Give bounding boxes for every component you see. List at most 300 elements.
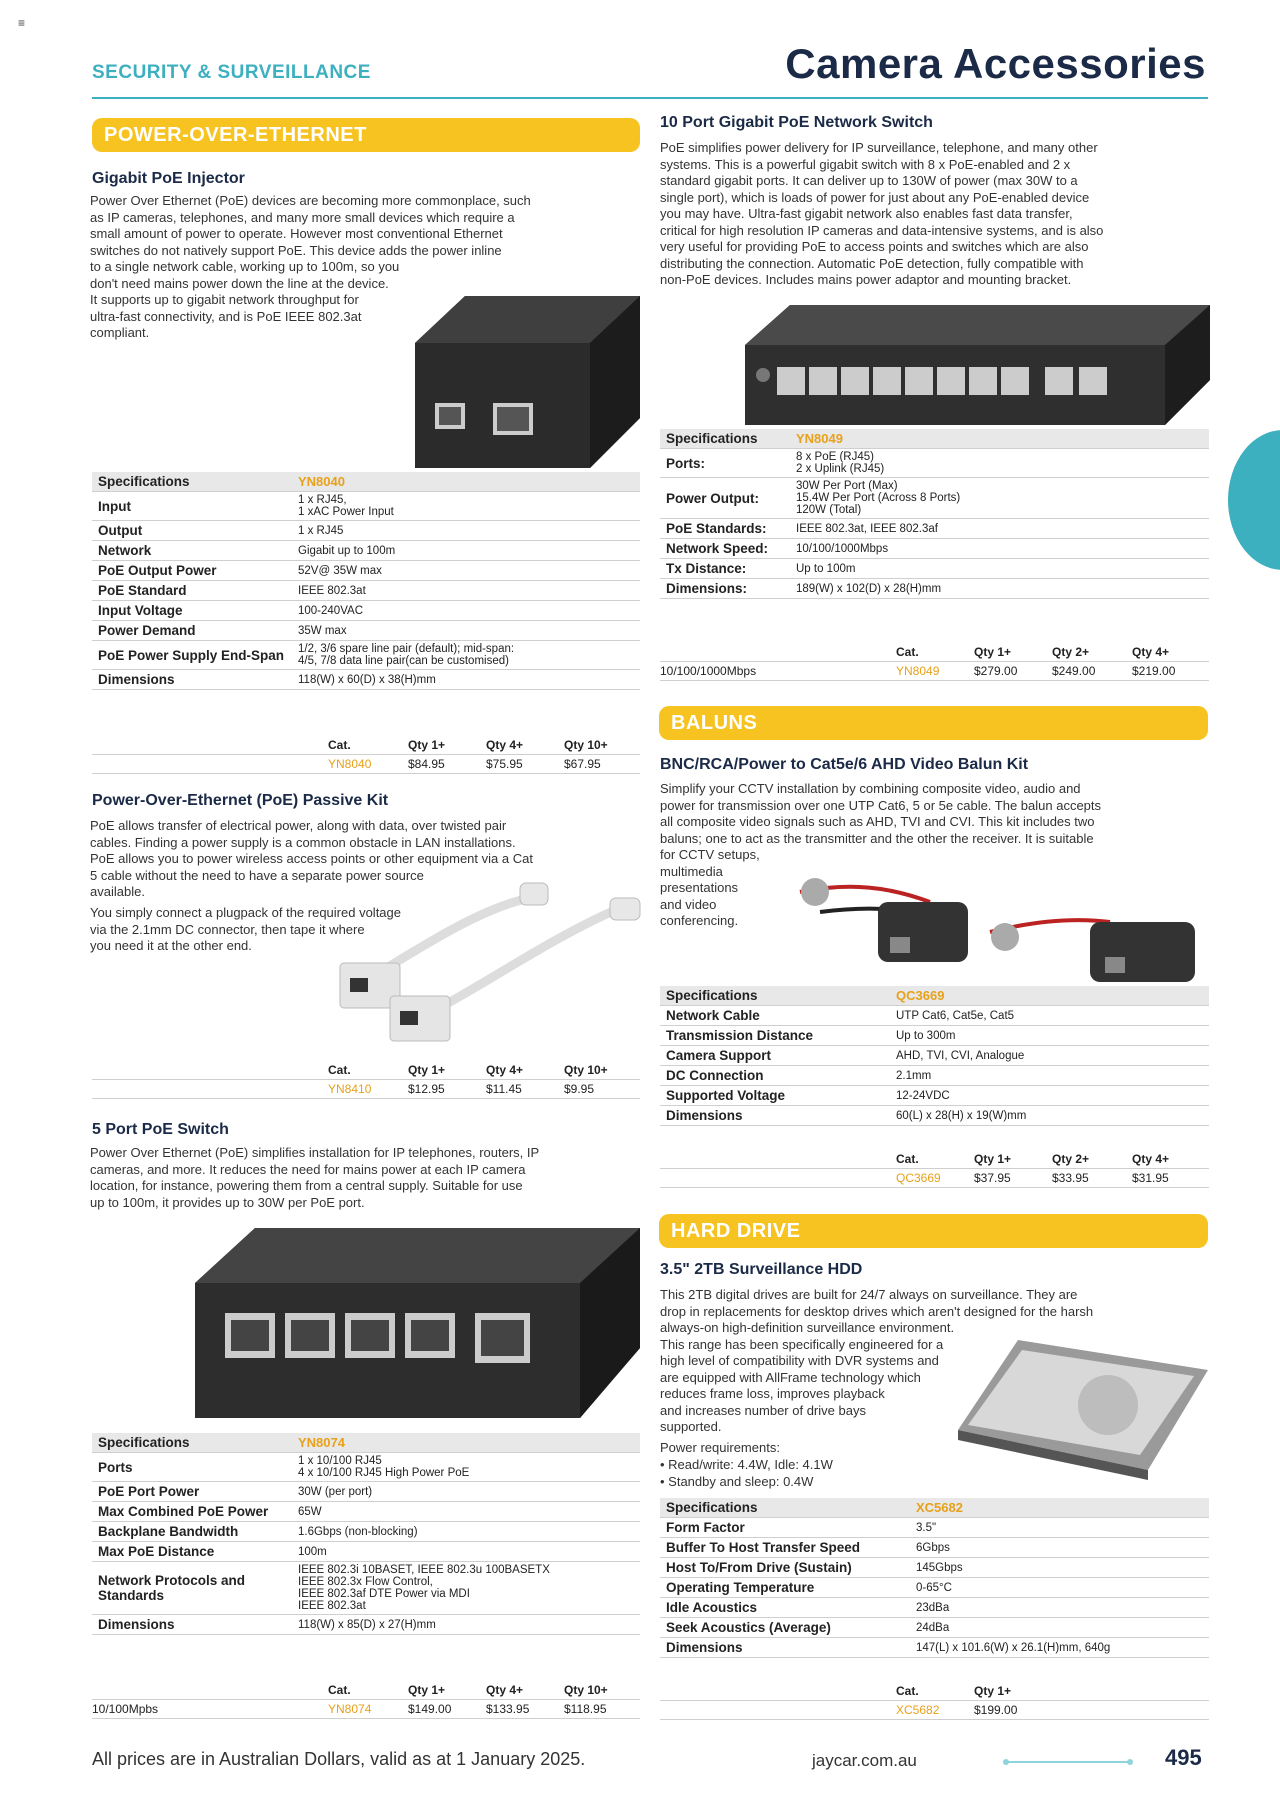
switch5-title: 5 Port PoE Switch (92, 1121, 229, 1138)
price-header-cell: Cat. (328, 1063, 351, 1077)
price-row (92, 1080, 640, 1099)
spec-value-line: Up to 300m (896, 1029, 956, 1042)
spec-value (292, 492, 640, 521)
spec-value (292, 670, 640, 690)
price-header-cell: Qty 2+ (1052, 645, 1090, 659)
spec-row (660, 1026, 1209, 1046)
section-label: SECURITY & SURVEILLANCE (92, 62, 371, 83)
spec-value-line: 100m (298, 1545, 327, 1558)
spec-value-line: IEEE 802.3af DTE Power via MDI (298, 1588, 470, 1600)
spec-value-line: 4 x 10/100 RJ45 High Power PoE (298, 1467, 470, 1479)
hdd-spec-table (660, 1498, 1209, 1658)
text-line: you may have. Ultra-fast gigabit network also enables fast data transfer, (660, 206, 1073, 221)
price-header-cell: Qty 10+ (564, 1063, 608, 1077)
spec-value-line: IEEE 802.3at (298, 584, 366, 597)
spec-value (910, 1538, 1209, 1558)
spec-value-line: 1 x RJ45, (298, 494, 347, 506)
switch5-description (90, 1145, 539, 1211)
price-header-cell: Qty 10+ (564, 1683, 608, 1697)
spec-row (660, 449, 1209, 478)
spec-key: Power Output: (666, 490, 759, 506)
price-row (660, 1169, 1209, 1188)
spec-row (660, 1086, 1209, 1106)
spec-value-line: 2.1mm (896, 1069, 932, 1082)
spec-value-line: 30W (per port) (298, 1485, 373, 1498)
spec-row (660, 1006, 1209, 1026)
spec-row (92, 1453, 640, 1482)
text-line: Simplify your CCTV installation by combining composite video, audio and (660, 781, 1081, 796)
spec-key: Network Protocols and Standards (98, 1573, 246, 1603)
spec-value (790, 559, 1209, 579)
price-header-cell: Qty 4+ (486, 738, 524, 752)
price-header-row (660, 1682, 1209, 1701)
spec-value (292, 621, 640, 641)
spec-key: Supported Voltage (666, 1088, 786, 1103)
spec-value-line: UTP Cat6, Cat5e, Cat5 (896, 1009, 1015, 1022)
price-value: $133.95 (486, 1702, 530, 1716)
text-line: are equipped with AllFrame technology which (660, 1369, 921, 1385)
switch5-spec-table (92, 1433, 640, 1635)
baluns-band: BALUNS (659, 706, 1208, 740)
spec-value-line: IEEE 802.3at (298, 1600, 366, 1612)
prices-note: All prices are in Australian Dollars, valid as at 1 January 2025. (92, 1749, 586, 1769)
spec-value (292, 581, 640, 601)
spec-value-line: AHD, TVI, CVI, Analogue (896, 1049, 1025, 1062)
text-line: and video (660, 896, 717, 912)
text-line: standard gigabit ports. It can deliver up to 130W of power (max 30W to a (660, 173, 1078, 188)
text-line: via the 2.1mm DC connector, then tape it where (90, 921, 365, 937)
spec-value (292, 1542, 640, 1562)
price-row (92, 1700, 640, 1719)
title-divider (92, 97, 1208, 99)
spec-row (92, 1482, 640, 1502)
spec-header-row (92, 1433, 640, 1453)
text-line: and increases number of drive bays (660, 1402, 866, 1418)
hdd-title: 3.5" 2TB Surveillance HDD (660, 1261, 863, 1278)
text-line: This range has been specifically engineered for a (660, 1336, 944, 1352)
spec-row (660, 519, 1209, 539)
page-number: 495 (1165, 1745, 1202, 1770)
price-header-row (660, 643, 1209, 662)
spec-value (292, 561, 640, 581)
spec-key: Max PoE Distance (98, 1544, 215, 1559)
spec-value-line: 1 x 10/100 RJ45 (298, 1455, 382, 1467)
price-header-cell: Cat. (896, 645, 919, 659)
text-line: compliant. (90, 325, 150, 340)
text-line: you need it at the other end. (90, 938, 252, 953)
price-desc: 10/100Mpbs (92, 1702, 159, 1716)
text-line: non-PoE devices. Includes mains power adaptor and mounting bracket. (660, 272, 1072, 287)
spec-value (890, 1026, 1209, 1046)
price-header-cell: Cat. (328, 1683, 351, 1697)
price-value: $149.00 (408, 1702, 452, 1716)
spec-value-line: 6Gbps (916, 1541, 950, 1554)
price-value: $75.95 (486, 757, 523, 771)
spec-value-line: 30W Per Port (Max) (796, 480, 898, 492)
spec-value-line: IEEE 802.3i 10BASET, IEEE 802.3u 100BASETX (298, 1564, 550, 1576)
spec-row (660, 559, 1209, 579)
spec-value (890, 1046, 1209, 1066)
spec-header-label: Specifications (666, 431, 758, 446)
price-value: $37.95 (974, 1171, 1011, 1185)
spec-value-line: 3.5" (916, 1521, 937, 1534)
spec-header-row (660, 986, 1209, 1006)
spec-value-line: 0-65°C (916, 1581, 952, 1594)
spec-key: Network Cable (666, 1008, 760, 1023)
price-header-cell: Qty 1+ (974, 1152, 1012, 1166)
spec-key: Tx Distance: (666, 561, 747, 576)
spec-value-line: 145Gbps (916, 1561, 963, 1574)
spec-value (292, 1453, 640, 1482)
spec-value (790, 539, 1209, 559)
spec-row (92, 561, 640, 581)
balun-title: BNC/RCA/Power to Cat5e/6 AHD Video Balun Kit (660, 756, 1029, 773)
spec-key: Network Speed: (666, 541, 769, 556)
spec-row (660, 1046, 1209, 1066)
spec-key: Dimensions (666, 1640, 743, 1655)
passive-kit-price-table (92, 1061, 640, 1099)
spec-cat-code: QC3669 (896, 988, 945, 1003)
switch5-image (195, 1228, 640, 1423)
text-line: to a single network cable, working up to 100m, so you (90, 259, 400, 274)
text-line: baluns; one to act as the transmitter and the other the receiver. It is suitable (660, 830, 1094, 846)
text-line: cables. Finding a power supply is a common obstacle in LAN installations. (90, 834, 516, 850)
price-row (660, 1701, 1209, 1720)
text-line: PoE allows transfer of electrical power, along with data, over twisted pair (90, 818, 507, 833)
spec-value (790, 478, 1209, 519)
text-line: single port), which is loads of power for just about any PoE-enabled device (660, 189, 1090, 205)
spec-row (92, 621, 640, 641)
spec-header-row (660, 429, 1209, 449)
spec-value-line: 60(L) x 28(H) x 19(W)mm (896, 1109, 1027, 1122)
text-line: conferencing. (660, 913, 739, 928)
passive-kit-image (330, 868, 650, 1058)
price-header-spacer (660, 1682, 896, 1701)
price-cat-code: YN8410 (328, 1082, 372, 1096)
price-header-cell: Qty 2+ (1052, 1152, 1090, 1166)
price-value: $84.95 (408, 757, 445, 771)
text-line: available. (90, 884, 145, 899)
text-line: PoE simplifies power delivery for IP surveillance, telephone, and many other (660, 140, 1098, 155)
spec-row (92, 601, 640, 621)
injector-title: Gigabit PoE Injector (92, 170, 245, 187)
spec-key: PoE Port Power (98, 1484, 200, 1499)
spec-key: Backplane Bandwidth (98, 1524, 239, 1539)
price-header-spacer (92, 1061, 328, 1080)
spec-row (92, 1522, 640, 1542)
text-line: don't need mains power down the line at the device. (90, 275, 389, 291)
spec-key: Power Demand (98, 623, 196, 638)
spec-row (660, 1538, 1209, 1558)
spec-row (660, 1578, 1209, 1598)
spec-key: Dimensions (666, 1108, 743, 1123)
spec-value-line: 100-240VAC (298, 604, 363, 617)
text-line: You simply connect a plugpack of the required voltage (90, 905, 401, 920)
text-line: 5 cable without the need to have a separate power source (90, 867, 424, 883)
hdd-power-list (660, 1457, 833, 1490)
spec-row (92, 1562, 640, 1615)
spec-value (790, 579, 1209, 599)
spec-value-line: 35W max (298, 624, 347, 637)
spec-key: Input (98, 498, 131, 514)
price-value: $12.95 (408, 1082, 445, 1096)
text-line: critical for high resolution IP cameras and data-intensive systems, and is also (660, 222, 1104, 238)
hdd-band: HARD DRIVE (659, 1214, 1208, 1248)
spec-value-line: Gigabit up to 100m (298, 544, 396, 557)
hdd-image (958, 1320, 1208, 1480)
text-line: up to 100m, it provides up to 30W per PoE port. (90, 1194, 365, 1210)
price-header-cell: Qty 4+ (1132, 645, 1170, 659)
text-line: distributing the connection. Automatic PoE detection, fully compatible with (660, 255, 1084, 271)
spec-row (92, 670, 640, 690)
spec-row (660, 478, 1209, 519)
spec-header-row (92, 472, 640, 492)
price-value: $31.95 (1132, 1171, 1169, 1185)
spec-value-line: 65W (298, 1505, 322, 1518)
text-line: multimedia (660, 863, 723, 879)
spec-cat-code: YN8040 (298, 474, 345, 489)
spec-header-row (660, 1498, 1209, 1518)
spec-row (660, 1638, 1209, 1658)
spec-value (790, 519, 1209, 539)
text-line: switches do not natively support PoE. This device adds the power inline (90, 242, 502, 258)
price-cat-code: QC3669 (896, 1171, 941, 1185)
spec-value (910, 1558, 1209, 1578)
price-header-cell: Cat. (896, 1684, 919, 1698)
injector-price-table (92, 736, 640, 774)
price-value: $67.95 (564, 757, 601, 771)
spec-key: Ports: (666, 455, 706, 471)
menu-icon[interactable]: ≡ (18, 16, 26, 30)
switch10-image (745, 305, 1210, 427)
price-desc (660, 1701, 896, 1720)
price-header-spacer (660, 643, 896, 662)
spec-header-label: Specifications (666, 988, 758, 1003)
price-value: $279.00 (974, 664, 1018, 678)
text-line: as IP cameras, telephones, and many more small devices which require a (90, 209, 515, 225)
price-cat-code: YN8040 (328, 757, 372, 771)
spec-value (890, 1106, 1209, 1126)
price-header-cell: Qty 1+ (974, 1684, 1012, 1698)
text-line: It supports up to gigabit network throughput for (90, 292, 359, 307)
spec-value-line: 118(W) x 60(D) x 38(H)mm (298, 673, 436, 686)
spec-value (292, 541, 640, 561)
switch10-price-table (660, 643, 1209, 681)
price-value: $33.95 (1052, 1171, 1089, 1185)
spec-value-line: 24dBa (916, 1621, 950, 1634)
price-row (660, 662, 1209, 681)
text-line: reduces frame loss, improves playback (660, 1386, 885, 1401)
text-line: small amount of power to operate. However most conventional Ethernet (90, 226, 503, 241)
spec-row (660, 1106, 1209, 1126)
spec-value-line: 23dBa (916, 1601, 950, 1614)
spec-key: DC Connection (666, 1068, 764, 1083)
spec-row (92, 521, 640, 541)
spec-value (890, 1066, 1209, 1086)
price-cat-code: YN8074 (328, 1702, 372, 1716)
text-line: for CCTV setups, (660, 847, 760, 862)
spec-value-line: 118(W) x 85(D) x 27(H)mm (298, 1618, 436, 1631)
price-value: $219.00 (1132, 664, 1176, 678)
switch10-spec-table (660, 429, 1209, 599)
spec-key: Form Factor (666, 1520, 745, 1535)
text-line: very useful for providing PoE to access points and switches which are also (660, 239, 1089, 254)
text-line: power for transmission over one UTP Cat6, 5 or 5e cable. The balun accepts (660, 797, 1102, 813)
price-desc (92, 755, 328, 774)
spec-value-line: 15.4W Per Port (Across 8 Ports) (796, 492, 961, 504)
price-header-row (660, 1150, 1209, 1169)
spec-key: Dimensions: (666, 581, 748, 596)
spec-value-line: 120W (Total) (796, 504, 862, 516)
spec-value (292, 1482, 640, 1502)
spec-row (660, 1558, 1209, 1578)
spec-row (92, 1542, 640, 1562)
spec-value (910, 1638, 1209, 1658)
text-line: systems. This is a powerful gigabit switch with 8 x PoE-enabled and 2 x (660, 156, 1071, 172)
spec-row (660, 539, 1209, 559)
spec-value-line: 4/5, 7/8 data line pair(can be customised) (298, 655, 509, 667)
text-line: ultra-fast connectivity, and is PoE IEEE 802.3at (90, 308, 362, 324)
spec-value (292, 601, 640, 621)
price-header-row (92, 1681, 640, 1700)
price-header-row (92, 1061, 640, 1080)
switch10-description (660, 140, 1103, 289)
spec-key: Camera Support (666, 1048, 772, 1063)
spec-key: Max Combined PoE Power (98, 1504, 269, 1519)
page-edge-tab (1228, 430, 1280, 570)
text-line: always-on high-definition surveillance environment. (660, 1320, 955, 1335)
spec-value (910, 1578, 1209, 1598)
text-line: all composite video signals such as AHD, TVI and CVI. This kit includes two (660, 814, 1095, 829)
spec-row (92, 1502, 640, 1522)
spec-value-line: 52V@ 35W max (298, 564, 382, 577)
text-line: supported. (660, 1419, 722, 1434)
spec-value-line: 10/100/1000Mbps (796, 542, 889, 555)
text-line: Power Over Ethernet (PoE) simplifies installation for IP telephones, routers, IP (90, 1145, 540, 1160)
price-header-cell: Qty 10+ (564, 738, 608, 752)
price-desc (92, 1080, 328, 1099)
text-line: • Read/write: 4.4W, Idle: 4.1W (660, 1457, 833, 1472)
price-header-cell: Qty 1+ (408, 1683, 446, 1697)
spec-value-line: 12-24VDC (896, 1089, 950, 1102)
price-header-cell: Qty 1+ (408, 1063, 446, 1077)
spec-key: Input Voltage (98, 603, 183, 618)
price-row (92, 755, 640, 774)
spec-key: Dimensions (98, 1617, 175, 1632)
spec-row (92, 581, 640, 601)
hdd-price-table (660, 1682, 1209, 1720)
price-header-cell: Qty 4+ (486, 1063, 524, 1077)
spec-key: Buffer To Host Transfer Speed (666, 1540, 861, 1555)
spec-value-line: IEEE 802.3x Flow Control, (298, 1576, 433, 1588)
spec-value (292, 1502, 640, 1522)
spec-key: Network (98, 543, 152, 558)
spec-key: Transmission Distance (666, 1028, 814, 1043)
price-header-spacer (660, 1150, 896, 1169)
spec-value (292, 641, 640, 670)
spec-cat-code: XC5682 (916, 1500, 963, 1515)
price-header-cell: Qty 1+ (974, 645, 1012, 659)
price-value: $118.95 (564, 1702, 607, 1716)
spec-key: Seek Acoustics (Average) (666, 1620, 831, 1635)
price-header-row (92, 736, 640, 755)
spec-key: Dimensions (98, 672, 175, 687)
spec-value-line: Up to 100m (796, 562, 856, 575)
poe-band: POWER-OVER-ETHERNET (92, 118, 640, 152)
spec-key: Idle Acoustics (666, 1600, 758, 1615)
spec-key: PoE Power Supply End-Span (98, 647, 285, 663)
price-desc: 10/100/1000Mbps (660, 664, 757, 678)
price-desc (660, 1169, 896, 1188)
spec-row (92, 541, 640, 561)
price-header-cell: Qty 4+ (486, 1683, 524, 1697)
spec-key: PoE Standards: (666, 521, 767, 536)
hdd-power-title: Power requirements: (660, 1440, 780, 1455)
spec-value-line: 147(L) x 101.6(W) x 26.1(H)mm, 640g (916, 1641, 1111, 1654)
balun-kit-image (790, 862, 1210, 984)
text-line: Power Over Ethernet (PoE) devices are becoming more commonplace, such (90, 193, 531, 208)
poe-injector-image (415, 278, 640, 473)
spec-key: Host To/From Drive (Sustain) (666, 1560, 852, 1575)
price-header-spacer (92, 736, 328, 755)
text-line: presentations (660, 880, 739, 895)
spec-row (660, 1066, 1209, 1086)
text-line: high level of compatibility with DVR systems and (660, 1353, 939, 1368)
price-value: $249.00 (1052, 664, 1096, 678)
price-value: $11.45 (486, 1082, 522, 1096)
spec-key: Ports (98, 1459, 133, 1475)
injector-spec-table (92, 472, 640, 690)
price-header-cell: Cat. (896, 1152, 919, 1166)
price-header-cell: Cat. (328, 738, 351, 752)
spec-value-line: 1.6Gbps (non-blocking) (298, 1525, 418, 1538)
spec-value-line: 2 x Uplink (RJ45) (796, 463, 885, 475)
spec-key: PoE Output Power (98, 563, 217, 578)
switch10-title: 10 Port Gigabit PoE Network Switch (660, 114, 933, 131)
spec-value (890, 1086, 1209, 1106)
spec-value-line: 1/2, 3/6 spare line pair (default); mid-span: (298, 643, 515, 655)
spec-value (910, 1518, 1209, 1538)
spec-value (292, 1562, 640, 1615)
balun-spec-table (660, 986, 1209, 1126)
spec-header-label: Specifications (98, 1435, 190, 1450)
price-header-spacer (92, 1681, 328, 1700)
price-value: $9.95 (564, 1082, 595, 1096)
spec-row (92, 641, 640, 670)
passive-kit-title: Power-Over-Ethernet (PoE) Passive Kit (92, 792, 389, 809)
footer-decoration (1006, 1761, 1130, 1763)
price-header-cell: Qty 1+ (408, 738, 446, 752)
spec-value-line: 1 xAC Power Input (298, 506, 394, 518)
spec-row (92, 492, 640, 521)
spec-cat-code: YN8074 (298, 1435, 345, 1450)
spec-cat-code: YN8049 (796, 431, 843, 446)
spec-row (660, 1518, 1209, 1538)
spec-value-line: 8 x PoE (RJ45) (796, 451, 874, 463)
spec-key: Output (98, 523, 143, 538)
spec-value (292, 1522, 640, 1542)
text-line: PoE allows you to power wireless access points or other equipment via a Cat (90, 851, 533, 866)
text-line: cameras, and more. It reduces the need for mains power at each IP camera (90, 1161, 526, 1177)
spec-value (910, 1618, 1209, 1638)
spec-key: Operating Temperature (666, 1580, 815, 1595)
spec-row (660, 579, 1209, 599)
price-header-cell: Qty 4+ (1132, 1152, 1170, 1166)
spec-value (292, 1615, 640, 1635)
spec-header-label: Specifications (98, 474, 190, 489)
site-url[interactable]: jaycar.com.au (812, 1751, 917, 1770)
price-cat-code: YN8049 (896, 664, 940, 678)
